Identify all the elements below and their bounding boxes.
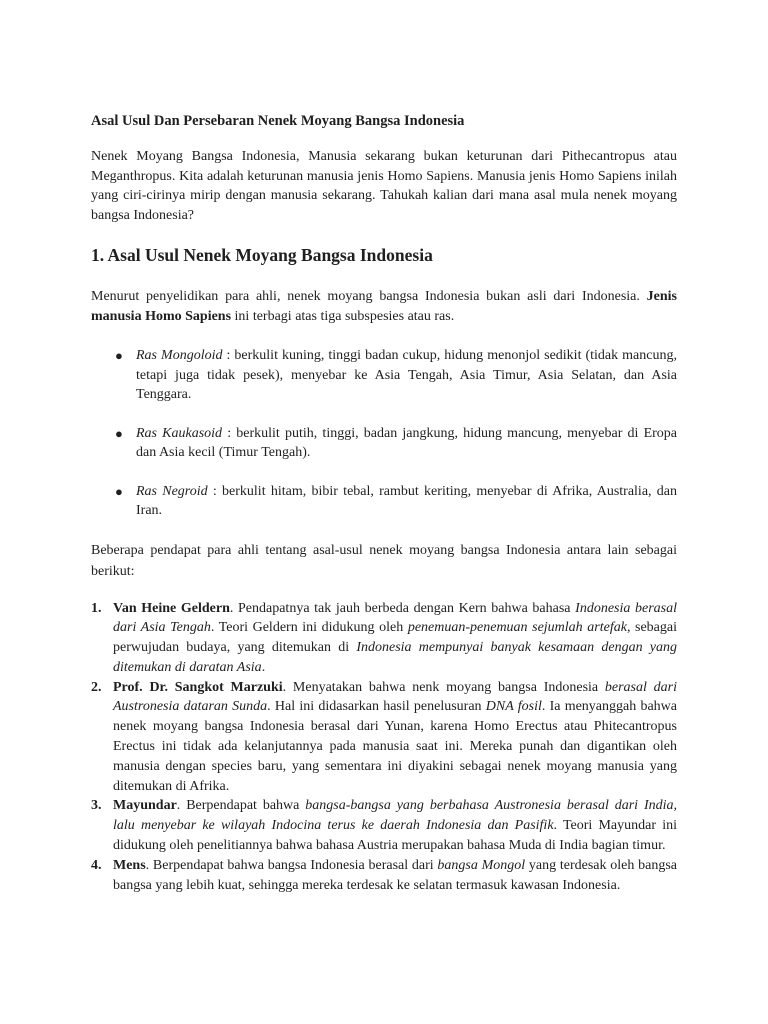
race-description: : berkulit kuning, tinggi badan cukup, hidung menonjol sedikit (tidak mancung, tetapi juga tidak pesek), menyebar ke Asia Tengah, Asia Timur, Asia Selatan, dan Asia Tenggara. [136,348,677,402]
expert-name: Mens [113,857,146,873]
expert-item [91,599,678,678]
races-intro-text-2: ini terbagi atas tiga subspesies atau ras. [231,308,455,324]
emphasis-text: DNA fosil [485,699,542,715]
bullet-icon: ● [115,483,123,499]
emphasis-text: bangsa-bangsa yang berbahasa Austronesia berasal dari India, lalu menyebar ke wilayah Indocina terus ke daerah Indonesia dan Pasifik [113,798,677,834]
body-text: . Teori Mayundar ini didukung oleh penelitiannya bahwa bahasa Austria merupakan bahasa Muda di India bagian timur. [113,818,677,854]
body-text: . Hal ini didasarkan hasil penelusuran [267,699,486,715]
expert-item [91,856,678,896]
emphasis-text: Indonesia mempunyai banyak kesamaan dengan yang ditemukan di daratan Asia [113,640,677,675]
expert-text [113,798,677,853]
race-name: Ras Mongoloid [136,348,223,363]
opinions-intro-paragraph: Beberapa pendapat para ahli tentang asal-usul nenek moyang bangsa Indonesia antara lain sebagai berikut: [91,542,677,579]
body-text: . Menyatakan bahwa nenk moyang bangsa Indonesia [282,679,605,695]
body-text: . Teori Geldern ini didukung oleh [210,620,408,636]
list-number: 3. [91,798,102,814]
race-name: Ras Negroid [136,483,208,499]
expert-text [113,601,677,675]
races-intro-bold: Jenis manusia Homo Sapiens [91,289,677,324]
bullet-icon: ● [115,348,123,363]
body-text: . Berpendapat bahwa [176,798,306,814]
document-page [91,111,677,895]
list-number: 1. [91,600,102,616]
bullet-icon: ● [115,425,123,441]
expert-name: Prof. Dr. Sangkot Marzuki [113,679,283,695]
emphasis-text: penemuan-penemuan sejumlah artefak [407,620,627,636]
race-description: : berkulit hitam, bibir tebal, rambut keriting, menyebar di Afrika, Australia, dan Iran. [136,483,678,518]
body-text: yang terdesak oleh bangsa bangsa yang lebih kuat, sehingga mereka terdesak ke selatan termasuk kawasan Indonesia. [113,857,678,893]
race-item [115,482,678,521]
list-number: 2. [91,679,102,695]
body-text: . Berpendapat bahwa bangsa Indonesia berasal dari [145,857,438,873]
race-item [115,424,677,463]
race-list [91,346,677,521]
body-text: . Ia menyanggah bahwa nenek moyang bangsa Indonesia berasal dari Yunan, karena Homo Erectus atau Phitecantropus Erectus ini tidak ada kelanjutannya pada manusia saat ini. Mereka punah dan digantikan oleh manusia dengan species baru, yang sementara ini diyakini sebagai nenek moyang manusia yang ditemukan di Afrika. [113,699,677,794]
document-title: Asal Usul Dan Persebaran Nenek Moyang Bangsa Indonesia [91,113,465,129]
emphasis-text: Indonesia berasal dari Asia Tengah [113,600,678,636]
race-description: : berkulit putih, tinggi, badan jangkung, hidung mancung, menyebar di Eropa dan Asia kecil (Timur Tengah). [136,425,677,460]
races-intro-text-1: Menurut penyelidikan para ahli, nenek moyang bangsa Indonesia bukan asli dari Indonesia. [91,289,647,304]
expert-name: Van Heine Geldern [113,600,230,616]
races-intro-paragraph [91,287,677,326]
body-text: . [261,659,266,675]
expert-item [91,678,677,797]
intro-paragraph: Nenek Moyang Bangsa Indonesia, Manusia sekarang bukan keturunan dari Pithecantropus atau Meganthropus. Kita adalah keturunan manusia jenis Homo Sapiens. Manusia jenis Homo Sapiens inilah yang ciri-cirinya mirip dengan manusia sekarang. Tahukah kalian dari mana asal mula nenek moyang bangsa Indonesia? [91,149,677,223]
race-item [115,346,677,405]
expert-list [91,599,677,896]
emphasis-text: bangsa Mongol [437,857,526,873]
expert-name: Mayundar [113,798,177,814]
list-number: 4. [91,857,102,873]
body-text: , sebagai perwujudan budaya, yang ditemukan di [113,620,677,656]
section-heading: 1. Asal Usul Nenek Moyang Bangsa Indonesia [91,245,433,265]
race-name: Ras Kaukasoid [136,425,223,441]
emphasis-text: berasal dari Austronesia dataran Sunda [113,679,677,715]
expert-text [113,858,677,893]
expert-text [113,680,677,794]
body-text: . Pendapatnya tak jauh berbeda dengan Kern bahwa bahasa [229,600,576,616]
expert-item [91,796,677,855]
